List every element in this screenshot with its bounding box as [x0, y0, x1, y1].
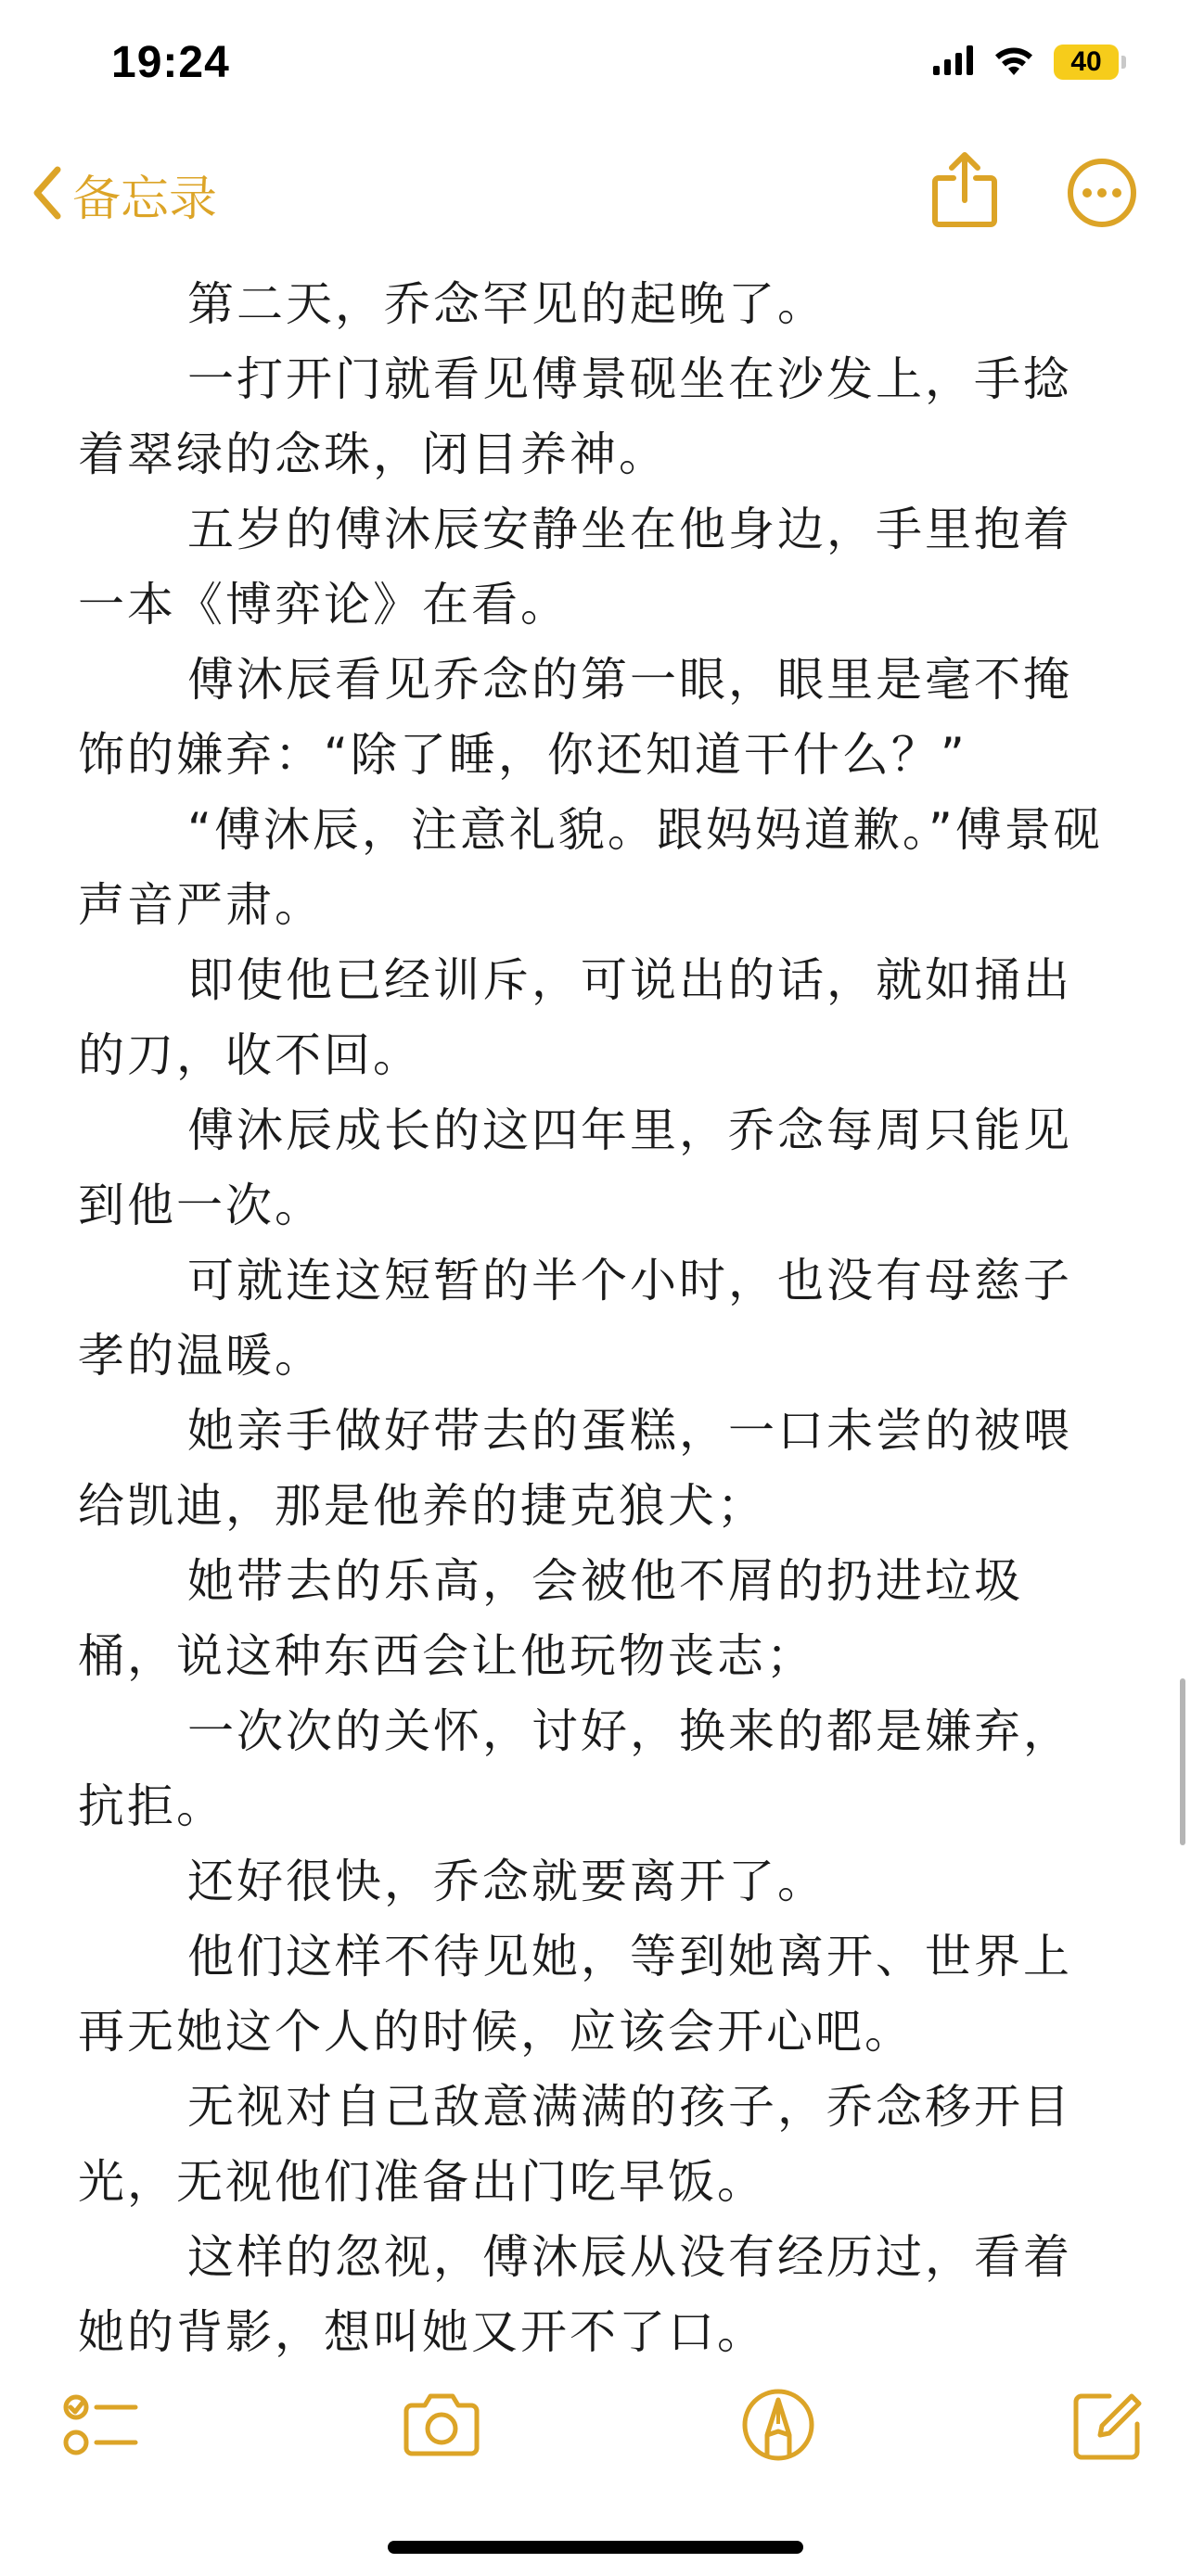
note-paragraph: 傅沐辰成长的这四年里，乔念每周只能见到他一次。 [78, 1103, 1072, 1232]
note-paragraph: 傅沐辰看见乔念的第一眼，眼里是毫不掩饰的嫌弃：“除了睡，你还知道干什么？” [78, 653, 1072, 782]
checklist-button[interactable] [59, 2383, 143, 2470]
note-body[interactable] [78, 267, 1117, 2370]
note-paragraph: 即使他已经训斥，可说出的话，就如捅出的刀，收不回。 [78, 953, 1072, 1082]
markup-button[interactable] [736, 2383, 820, 2470]
camera-button[interactable] [399, 2383, 484, 2470]
bottom-toolbar [0, 2374, 1191, 2476]
note-paragraph: 这样的忽视，傅沐辰从没有经历过，看着她的背影，想叫她又开不了口。 [78, 2230, 1072, 2359]
note-paragraph: 还好很快，乔念就要离开了。 [187, 1855, 826, 1908]
note-paragraph: 一打开门就看见傅景砚坐在沙发上，手捻着翠绿的念珠，闭目养神。 [78, 352, 1072, 481]
battery-icon [1054, 45, 1126, 80]
camera-icon [399, 2453, 484, 2470]
note-paragraph: 无视对自己敌意满满的孩子，乔念移开目光，无视他们准备出门吃早饭。 [78, 2080, 1072, 2209]
note-paragraph: “傅沐辰，注意礼貌。跟妈妈道歉。”傅景砚声音严肃。 [78, 803, 1103, 932]
share-button[interactable] [928, 150, 1002, 232]
wifi-icon [992, 45, 1035, 80]
scroll-indicator[interactable] [1180, 1678, 1185, 1845]
note-paragraph: 她亲手做好带去的蛋糕，一口未尝的被喂给凯迪，那是他养的捷克狼犬； [78, 1404, 1072, 1533]
note-paragraph: 五岁的傅沐辰安静坐在他身边，手里抱着一本《博弈论》在看。 [78, 503, 1072, 631]
chevron-left-icon [32, 164, 63, 225]
status-indicators [933, 45, 1126, 80]
navigation-bar [0, 139, 1191, 241]
note-paragraph: 第二天，乔念罕见的起晚了。 [187, 277, 826, 331]
more-button[interactable] [1067, 158, 1137, 232]
cellular-signal-icon [933, 45, 974, 79]
checklist-icon [59, 2453, 143, 2470]
home-indicator[interactable] [388, 2541, 803, 2554]
ellipsis-circle-icon [1067, 214, 1137, 232]
battery-level: 40 [1054, 45, 1119, 80]
compose-icon [1067, 2453, 1150, 2470]
status-bar [0, 0, 1191, 130]
back-button-label: 备忘录 [72, 172, 218, 227]
markup-pen-icon [736, 2453, 820, 2470]
back-button[interactable] [32, 159, 217, 229]
note-paragraph: 一次次的关怀，讨好，换来的都是嫌弃，抗拒。 [78, 1704, 1072, 1833]
note-paragraph: 可就连这短暂的半个小时，也没有母慈子孝的温暖。 [78, 1254, 1072, 1383]
note-paragraph: 他们这样不待见她，等到她离开、世界上再无她这个人的时候，应该会开心吧。 [78, 1930, 1072, 2059]
status-time: 19:24 [111, 38, 230, 87]
share-icon [928, 214, 1002, 232]
note-paragraph: 她带去的乐高，会被他不屑的扔进垃圾桶，说这种东西会让他玩物丧志； [78, 1554, 1023, 1683]
compose-button[interactable] [1067, 2383, 1150, 2470]
